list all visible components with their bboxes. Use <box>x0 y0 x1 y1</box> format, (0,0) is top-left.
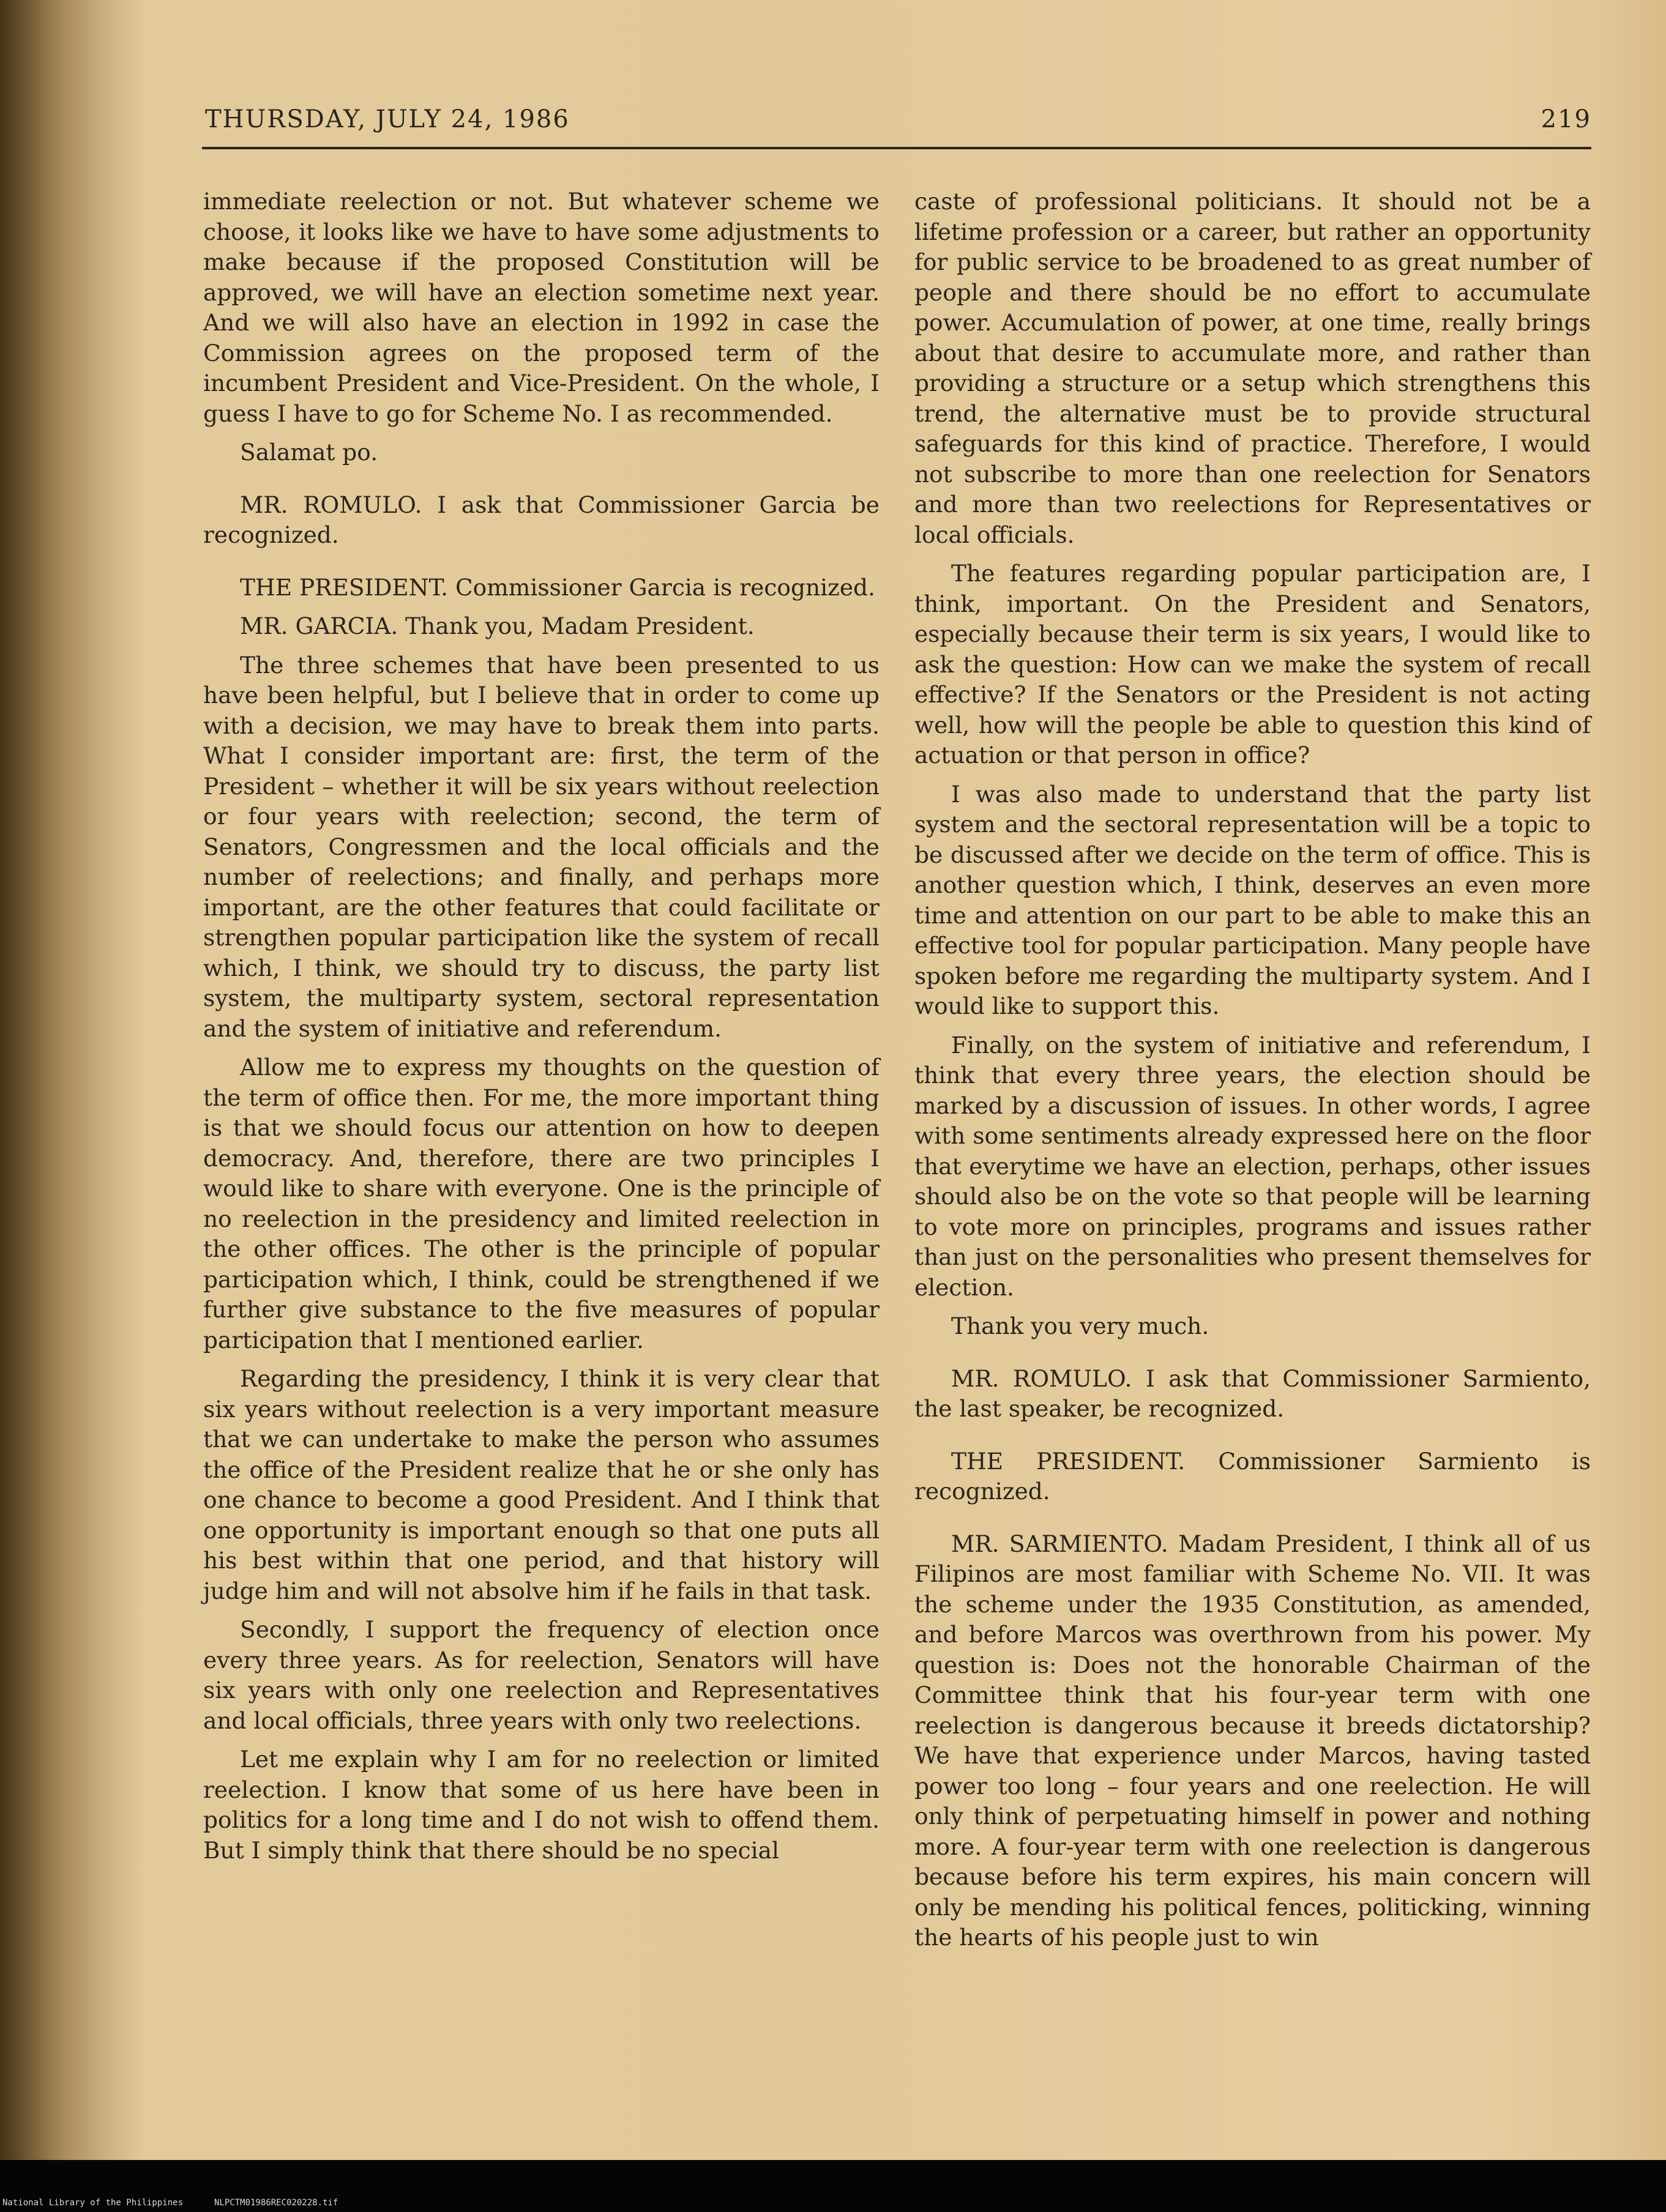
speaker-paragraph: MR. ROMULO. I ask that Commissioner Garcia be recognized. <box>203 491 880 548</box>
paragraph: The features regarding popular participation are, I think, important. On the President and Senators, especially because their term is six years, I would like to ask the question: How can we make the system of recall effective? If the Senators or the President is not acting well, how will the people be able to question this kind of actuation or that person in office? <box>914 560 1591 769</box>
paragraph: Salamat po. <box>240 439 378 466</box>
paragraph: Let me explain why I am for no reelection or limited reelection. I know that some of us here have been in politics for a long time and I do not wish to offend them. But I simply think that there should be no special <box>203 1746 880 1864</box>
paragraph: Thank you very much. <box>951 1313 1209 1339</box>
left-column <box>203 187 880 1874</box>
right-column <box>914 187 1591 1962</box>
running-header <box>205 105 1591 142</box>
speaker-paragraph: MR. GARCIA. Thank you, Madam President. <box>240 613 755 639</box>
paragraph: caste of professional politicians. It should not be a lifetime profession or a career, but rather an opportunity for public service to be broadened to as great number of people and there should be no effort to accumulate power. Accumulation of power, at one time, really brings about that desire to accumulate more, and rather than providing a structure or a setup which strengthens this trend, the alternative must be to provide structural safeguards for this kind of practice. Therefore, I would not subscribe to more than one reelection for Senators and more than two reelections for Representatives or local officials. <box>914 188 1591 548</box>
page-number: 219 <box>1541 105 1591 133</box>
scan-filename-label: NLPCTM01986REC020228.tif <box>214 2198 338 2208</box>
binding-gutter-shadow <box>0 0 147 2160</box>
speaker-paragraph: THE PRESIDENT. Commissioner Sarmiento is recognized. <box>914 1447 1591 1505</box>
paragraph: immediate reelection or not. But whatever scheme we choose, it looks like we have to have some adjustments to make because if the proposed Constitution will be approved, we will have an election sometime next year. And we will also have an election in 1992 in case the Commission agrees on the proposed term of the incumbent President and Vice-President. On the whole, I guess I have to go for Scheme No. I as recommended. <box>203 188 880 427</box>
paragraph: Finally, on the system of initiative and referendum, I think that every three years, the election should be marked by a discussion of issues. In other words, I agree with some sentiments already expressed here on the floor that everytime we have an election, perhaps, other issues should also be on the vote so that people will be learning to vote more on principles, programs and issues rather than just on the personalities who present themselves for election. <box>914 1031 1591 1301</box>
paragraph: Regarding the presidency, I think it is very clear that six years without reelection is a very important measure that we can undertake to make the person who assumes the office of the President realize that he or she only has one chance to become a good President. And I think that one opportunity is important enough so that one puts all his best within that one period, and that history will judge him and will not absolve him if he fails in that task. <box>203 1365 880 1604</box>
paragraph: Secondly, I support the frequency of election once every three years. As for reelection, Senators will have six years with only one reelection and Representatives and local officials, three years with only two reelections. <box>203 1616 880 1734</box>
speaker-paragraph: THE PRESIDENT. Commissioner Garcia is recognized. <box>240 573 875 601</box>
header-date: THURSDAY, JULY 24, 1986 <box>205 105 570 133</box>
scan-library-label: National Library of the Philippines <box>2 2198 184 2208</box>
paragraph: I was also made to understand that the party list system and the sectoral representation will be a topic to be discussed after we decide on the term of office. This is another question which, I think, deserves an even more time and attention on our part to be able to make this an effective tool for popular participation. Many people have spoken before me regarding the multiparty system. And I would like to support this. <box>914 780 1591 1019</box>
speaker-paragraph: MR. SARMIENTO. Madam President, I think all of us Filipinos are most familiar with Scheme No. VII. It was the scheme under the 1935 Constitution, as amended, and before Marcos was overthrown from his power. My question is: Does not the honorable Chairman of the Committee think that his four-year term with one reelection is dangerous because it breeds dictatorship? We have that experience under Marcos, having tasted power too long – four years and one reelection. He will only think of perpetuating himself in power and nothing more. A four-year term with one reelection is dangerous because before his term expires, his main concern will only be mending his political fences, politicking, winning the hearts of his people just to win <box>914 1530 1591 1951</box>
header-rule <box>202 147 1591 149</box>
speaker-paragraph: MR. ROMULO. I ask that Commissioner Sarmiento, the last speaker, be recognized. <box>914 1365 1591 1422</box>
paragraph: Allow me to express my thoughts on the question of the term of office then. For me, the more important thing is that we should focus our attention on how to deepen democracy. And, therefore, there are two principles I would like to share with everyone. One is the principle of no reelection in the presidency and limited reelection in the other offices. The other is the principle of popular participation which, I think, could be strengthened if we further give substance to the five measures of popular participation that I mentioned earlier. <box>203 1054 880 1354</box>
paragraph: The three schemes that have been presented to us have been helpful, but I believe that in order to come up with a decision, we may have to break them into parts. What I consider important are: first, the term of the President – whether it will be six years without reelection or four years with reelection; second, the term of Senators, Congressmen and the local officials and the number of reelections; and finally, and perhaps more important, are the other features that could facilitate or strengthen popular participation like the system of recall which, I think, we should try to discuss, the party list system, the multiparty system, sectoral representation and the system of initiative and referendum. <box>203 651 880 1042</box>
